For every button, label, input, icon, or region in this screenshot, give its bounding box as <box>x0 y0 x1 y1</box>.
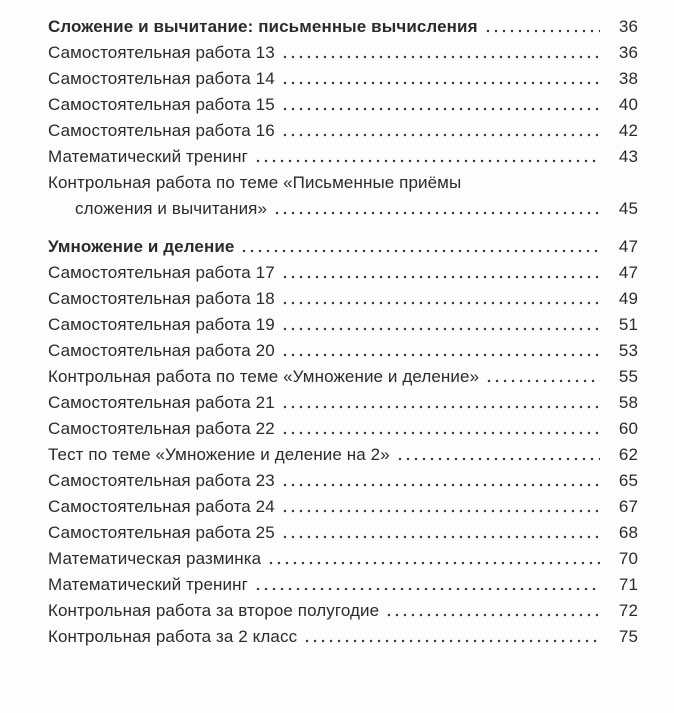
page-number: 60 <box>618 419 638 438</box>
toc-section-heading[interactable] <box>48 14 638 40</box>
dot-leader <box>273 208 600 218</box>
toc-entry[interactable] <box>48 92 638 118</box>
entry-title: Контрольная работа по теме «Умножение и деление» <box>48 367 480 386</box>
page-number: 58 <box>618 393 638 412</box>
page-number: 38 <box>618 69 638 88</box>
page-number: 55 <box>618 367 638 386</box>
dot-leader <box>303 636 600 646</box>
page-number: 36 <box>618 17 638 36</box>
section-title: Сложение и вычитание: письменные вычисления <box>48 17 478 36</box>
toc-entry[interactable] <box>48 520 638 546</box>
entry-title-continued: сложения и вычитания» <box>75 199 268 218</box>
dot-leader <box>281 52 600 62</box>
dot-leader <box>281 324 600 334</box>
entry-title: Самостоятельная работа 16 <box>48 121 275 140</box>
toc-entry[interactable] <box>48 312 638 338</box>
page-number: 45 <box>618 199 638 218</box>
dot-leader <box>254 584 600 594</box>
dot-leader <box>281 350 600 360</box>
page-number: 40 <box>618 95 638 114</box>
entry-title: Самостоятельная работа 19 <box>48 315 275 334</box>
entry-title: Контрольная работа по теме «Письменные приёмы <box>48 173 462 192</box>
page-number: 36 <box>618 43 638 62</box>
page-number: 71 <box>618 575 638 594</box>
entry-title: Самостоятельная работа 15 <box>48 95 275 114</box>
page-number: 62 <box>618 445 638 464</box>
entry-title: Самостоятельная работа 24 <box>48 497 275 516</box>
toc-entry[interactable] <box>48 546 638 572</box>
toc-entry[interactable] <box>48 260 638 286</box>
entry-title: Математический тренинг <box>48 575 248 594</box>
dot-leader <box>281 78 600 88</box>
dot-leader <box>240 246 600 256</box>
entry-title: Самостоятельная работа 23 <box>48 471 275 490</box>
toc-entry[interactable] <box>48 144 638 170</box>
dot-leader <box>484 26 600 36</box>
dot-leader <box>385 610 600 620</box>
dot-leader <box>281 480 600 490</box>
toc-entry[interactable] <box>48 598 638 624</box>
page-number: 68 <box>618 523 638 542</box>
dot-leader <box>281 298 600 308</box>
page-number: 49 <box>618 289 638 308</box>
toc-entry[interactable] <box>48 66 638 92</box>
dot-leader <box>281 402 600 412</box>
page-number: 51 <box>618 315 638 334</box>
toc-entry[interactable] <box>48 364 638 390</box>
entry-title: Тест по теме «Умножение и деление на 2» <box>48 445 390 464</box>
toc-entry[interactable] <box>48 40 638 66</box>
toc-entry[interactable] <box>48 624 638 650</box>
dot-leader <box>281 428 600 438</box>
page-number: 47 <box>618 263 638 282</box>
entry-title: Математическая разминка <box>48 549 262 568</box>
section-title: Умножение и деление <box>48 237 235 256</box>
toc-entry[interactable] <box>48 338 638 364</box>
entry-title: Контрольная работа за 2 класс <box>48 627 298 646</box>
entry-title: Самостоятельная работа 17 <box>48 263 275 282</box>
page-number: 72 <box>618 601 638 620</box>
page-number: 47 <box>618 237 638 256</box>
entry-title: Самостоятельная работа 20 <box>48 341 275 360</box>
toc-entry[interactable] <box>48 494 638 520</box>
page-number: 67 <box>618 497 638 516</box>
toc-entry[interactable] <box>48 572 638 598</box>
entry-title: Математический тренинг <box>48 147 248 166</box>
dot-leader <box>254 156 600 166</box>
dot-leader <box>267 558 600 568</box>
toc-entry-line1[interactable] <box>48 170 638 196</box>
entry-title: Контрольная работа за второе полугодие <box>48 601 380 620</box>
page-number: 42 <box>618 121 638 140</box>
toc-entry[interactable] <box>48 390 638 416</box>
toc-entry[interactable] <box>48 286 638 312</box>
table-of-contents <box>48 14 638 650</box>
dot-leader <box>281 104 600 114</box>
entry-title: Самостоятельная работа 18 <box>48 289 275 308</box>
page-number: 65 <box>618 471 638 490</box>
toc-entry-line2[interactable] <box>48 196 638 222</box>
dot-leader <box>281 532 600 542</box>
page-number: 75 <box>618 627 638 646</box>
entry-title: Самостоятельная работа 21 <box>48 393 275 412</box>
page-number: 53 <box>618 341 638 360</box>
toc-entry[interactable] <box>48 468 638 494</box>
entry-title: Самостоятельная работа 22 <box>48 419 275 438</box>
page-number: 43 <box>618 147 638 166</box>
entry-title: Самостоятельная работа 13 <box>48 43 275 62</box>
toc-entry[interactable] <box>48 442 638 468</box>
dot-leader <box>396 454 600 464</box>
toc-entry[interactable] <box>48 416 638 442</box>
toc-entry[interactable] <box>48 118 638 144</box>
page-number: 70 <box>618 549 638 568</box>
dot-leader <box>281 272 600 282</box>
toc-section-heading[interactable] <box>48 234 638 260</box>
entry-title: Самостоятельная работа 14 <box>48 69 275 88</box>
entry-title: Самостоятельная работа 25 <box>48 523 275 542</box>
dot-leader <box>485 376 600 386</box>
dot-leader <box>281 506 600 516</box>
dot-leader <box>281 130 600 140</box>
